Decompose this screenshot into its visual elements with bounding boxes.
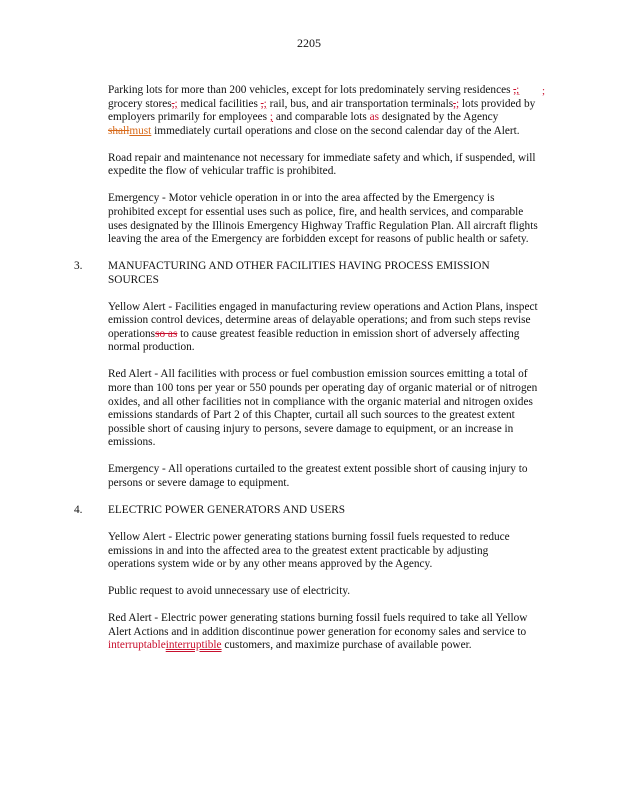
deleted-text: , [453,97,456,110]
deleted-text: , [260,97,264,110]
section-title: ELECTRIC POWER GENERATORS AND USERS [108,503,346,516]
section-3-emergency: Emergency - All operations curtailed to the greatest extent possible short of causing injury to persons or severe damage to equipment. [108,463,528,489]
section-4-red-alert: Red Alert - Electric power generating stations burning fossil fuels required to take all Yellow Alert Actions and in addition discontinue power generation for economy sales and service to interruptableinterruptible customers, and maximize purchase of available power. [108,612,528,652]
section-number: 3. [74,260,83,273]
section-4-yellow-alert: Yellow Alert - Electric power generating stations burning fossil fuels requested to reduce emissions in and into the affected area to the greatest extent practicable by adjusting operations system wide or by any other means approved by the Agency. [108,530,510,571]
margin-change-mark: ; [542,85,546,97]
emergency-vehicle-paragraph: Emergency - Motor vehicle operation in or into the area affected by the Emergency is prohibited except for essential uses such as police, fire, and health services, and comparable uses designated by the Illinois Emergency Highway Traffic Regulation Plan. All aircraft flights leaving the area of the Emergency are forbidden except for reasons of public health or safety. [108,192,538,246]
inserted-text: must [129,124,152,137]
deleted-text: shall [108,124,130,137]
section-title: MANUFACTURING AND OTHER FACILITIES HAVING PROCESS EMISSION SOURCES [108,260,490,286]
inserted-text: interruptible [165,639,222,652]
inserted-text: ; [263,97,267,110]
road-repair-paragraph: Road repair and maintenance not necessary for immediate safety and which, if suspended, will expedite the flow of vehicular traffic is prohibited. [108,151,536,178]
section-3-yellow-alert: Yellow Alert - Facilities engaged in manufacturing review operations and Action Plans, inspect emission control devices, determine areas of delayable operations; and from such steps revise operationsso as to cause greatest feasible reduction in emission short of adversely affecting normal production. [108,300,538,354]
section-4-heading [74,503,538,518]
deleted-text: , [513,84,517,96]
old-text: interruptable [108,639,166,652]
inserted-text: ; [174,97,178,110]
inserted-text: ; [455,97,460,110]
deleted-text: so as [155,327,178,340]
inserted-text: ; [269,111,274,124]
section-3-red-alert: Red Alert - All facilities with process or fuel combustion emission sources emitting a total of more than 100 tons per year or 550 pounds per operating day of organic material or of nitrogen oxides, and all other facilities not in compliance with the organic material and nitrogen oxides emissions standards of Part 2 of this Chapter, curtail all such sources to the greatest extent possible short of causing injury to persons, severe damage to equipment, or an increase in emissions. [108,368,538,449]
section-number: 4. [74,503,83,516]
inserted-text: ; [516,84,520,96]
deleted-text: , [171,97,175,110]
parking-lots-paragraph: Parking lots for more than 200 vehicles, except for lots predominately serving residences ,; grocery stores,; medical facilities ,; rail, bus, and air transportation terminals,; lots provided by employers primarily for employees ; and comparable lots as designated by the Agency shallmust immediately curtail operations and close on the second calendar day of the Alert. [108,84,536,137]
section-3-heading [74,260,538,287]
document-body [74,84,538,666]
inserted-text: as [369,111,380,124]
page-number: 2205 [297,36,321,50]
section-4-public-request: Public request to avoid unnecessary use of electricity. [108,585,351,598]
